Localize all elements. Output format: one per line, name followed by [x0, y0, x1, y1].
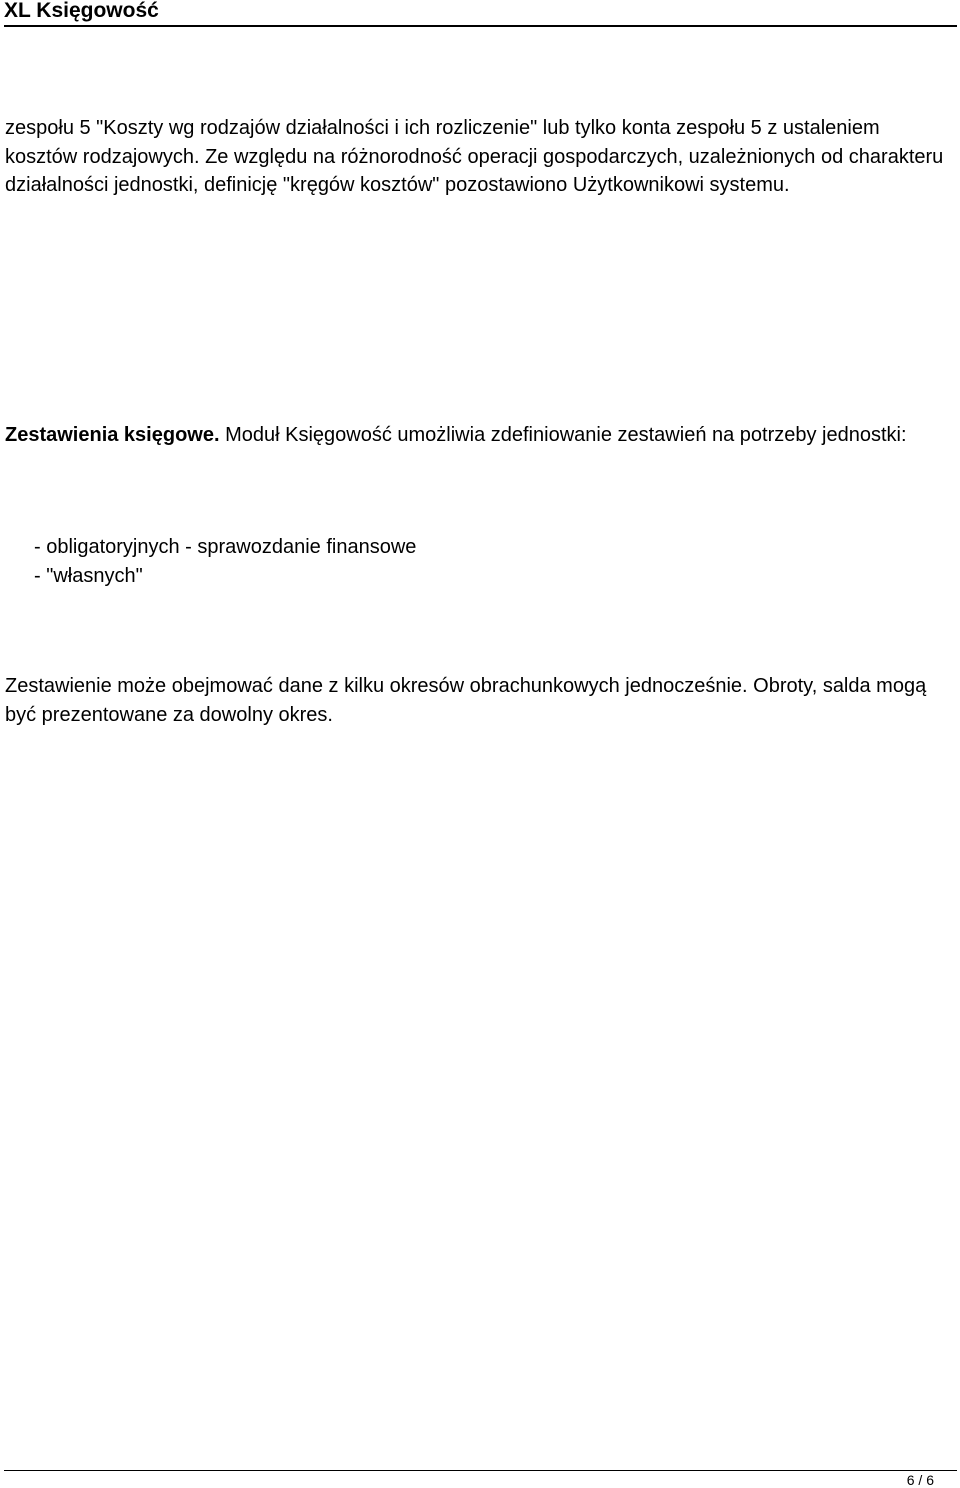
section-lead-heading: Zestawienia księgowe. [5, 424, 220, 446]
header-divider [4, 25, 957, 27]
report-types-list [5, 533, 955, 590]
body-paragraph-cost-circles: zespołu 5 "Koszty wg rodzajów działalności i ich rozliczenie" lub tylko konta zespołu 5 z ustaleniem kosztów rodzajowych. Ze względu na różnorodność operacji gospodarczych, uzależnionych od charakteru działalności jednostki, definicję "kręgów kosztów" pozostawiono Użytkownikowi systemu. [5, 117, 944, 197]
body-paragraph-accounting-reports [5, 421, 955, 450]
document-title: XL Księgowość [4, 0, 159, 22]
body-paragraph-report-periods: Zestawienie może obejmować dane z kilku okresów obrachunkowych jednocześnie. Obroty, salda mogą być prezentowane za dowolny okres. [5, 675, 927, 726]
footer-divider [4, 1470, 957, 1471]
list-item: - "własnych" [34, 564, 143, 587]
list-item: - obligatoryjnych - sprawozdanie finansowe [34, 536, 417, 558]
page-number: 6 / 6 [906, 1472, 934, 1488]
section-lead-text: Moduł Księgowość umożliwia zdefiniowanie zestawień na potrzeby jednostki: [219, 424, 907, 446]
